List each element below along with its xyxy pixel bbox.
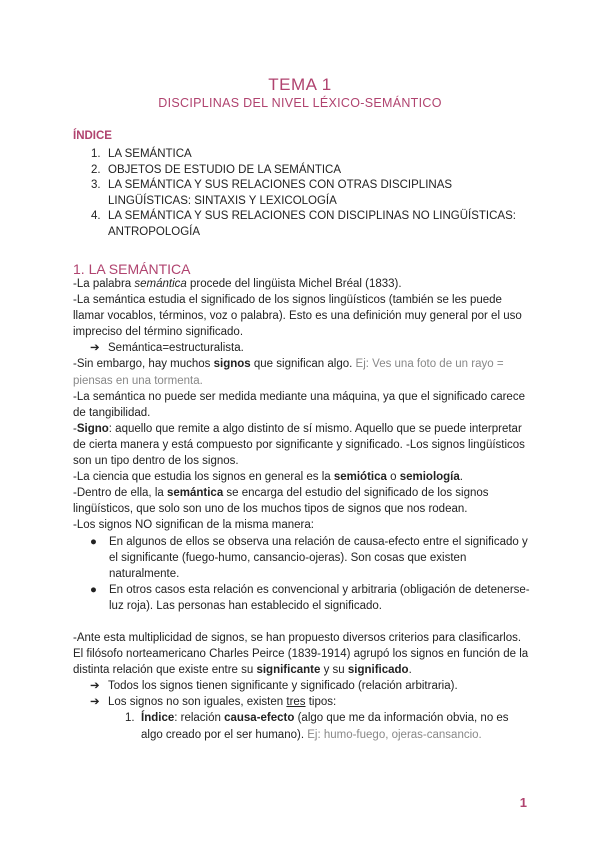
- toc-item-number: 3.: [91, 179, 101, 192]
- toc-item-text: LA SEMÁNTICA: [108, 148, 192, 160]
- toc-item-number: 2.: [91, 163, 101, 176]
- bullet-dot-icon: ●: [90, 535, 97, 548]
- page-subtitle: DISCIPLINAS DEL NIVEL LÉXICO-SEMÁNTICO: [158, 96, 442, 110]
- paragraph: -La semántica no puede ser medida mediante una máquina, ya que el significado carece de tangibilidad.: [73, 390, 525, 419]
- paragraph: -Sin embargo, hay muchos signos que significan algo. Ej: Ves una foto de un rayo = piensas en una tormenta.: [73, 358, 504, 387]
- arrow-right-icon: ➔: [90, 680, 100, 693]
- arrow-item: ➔ Semántica=estructuralista.: [73, 340, 533, 356]
- example-text: Ej: Ves una foto de un rayo = piensas en una tormenta.: [73, 358, 504, 387]
- toc-item: [91, 209, 531, 240]
- toc-item: [91, 163, 531, 179]
- section-body: [73, 276, 533, 743]
- bullet-item: ● En otros casos esta relación es convencional y arbitraria (obligación de detenerse-luz roja). Las personas han establecido el significado.: [90, 583, 530, 612]
- page-title: TEMA 1: [268, 75, 332, 94]
- bullet-item: ● En algunos de ellos se observa una relación de causa-efecto entre el significado y el significante (fuego-humo, cansancio-ojeras). Son cosas que existen naturalmente.: [90, 535, 528, 580]
- page-number: 1: [519, 795, 527, 810]
- toc-item-number: 4.: [91, 210, 101, 223]
- example-text: Ej: humo-fuego, ojeras-cansancio.: [307, 728, 482, 741]
- paragraph: -Signo: aquello que remite a algo distinto de sí mismo. Aquello que se puede interpretar de cierta manera y está compuesto por significante y significado. -Los signos lingüísticos son un tipo dentro de los signos.: [73, 422, 525, 468]
- arrow-item: ➔ Todos los signos tienen significante y significado (relación arbitraria).: [73, 678, 533, 694]
- toc-item: [91, 147, 531, 163]
- index-heading: ÍNDICE: [73, 130, 112, 142]
- paragraph: -Los signos NO significan de la misma manera:: [73, 519, 314, 532]
- numbered-item: 1. Índice: relación causa-efecto (algo que me da información obvia, no es algo creado por el ser humano). Ej: humo-fuego, ojeras-cansancio.: [125, 712, 509, 741]
- paragraph: -La semántica estudia el significado de los signos lingüísticos (también se les puede llamar vocablos, términos, voz o palabra). Esto es una definición muy general por el uso impreciso del término significado.: [73, 294, 522, 339]
- paragraph: -Dentro de ella, la semántica se encarga del estudio del significado de los signos lingüísticos, que solo son uno de los muchos tipos de signos que nos rodean.: [73, 487, 489, 516]
- toc-item-number: 1.: [91, 148, 101, 160]
- paragraph: -Ante esta multiplicidad de signos, se han propuesto diversos criterios para clasificarlos. El filósofo norteamericano Charles Peirce (1839-1914) agrupó los signos en función de la distinta relación que existe entre su significante y su significado.: [73, 631, 529, 677]
- arrow-right-icon: ➔: [90, 696, 100, 709]
- section-heading: 1. LA SEMÁNTICA: [73, 261, 191, 277]
- toc-item-text: LA SEMÁNTICA Y SUS RELACIONES CON DISCIPLINAS NO LINGÜÍSTICAS: ANTROPOLOGÍA: [108, 210, 516, 238]
- toc-item-text: LA SEMÁNTICA Y SUS RELACIONES CON OTRAS DISCIPLINAS LINGÜÍSTICAS: SINTAXIS Y LEXICOLOGÍA: [108, 179, 453, 207]
- paragraph: -La ciencia que estudia los signos en general es la semiótica o semiología.: [73, 471, 463, 484]
- toc-item-text: OBJETOS DE ESTUDIO DE LA SEMÁNTICA: [108, 163, 342, 176]
- toc-item: [91, 178, 531, 209]
- table-of-contents: [91, 147, 531, 241]
- arrow-item: ➔ Los signos no son iguales, existen tres tipos:: [73, 694, 533, 710]
- paragraph: -La palabra semántica procede del lingüista Michel Bréal (1833).: [73, 278, 402, 290]
- arrow-right-icon: ➔: [90, 342, 100, 355]
- bullet-dot-icon: ●: [90, 583, 97, 596]
